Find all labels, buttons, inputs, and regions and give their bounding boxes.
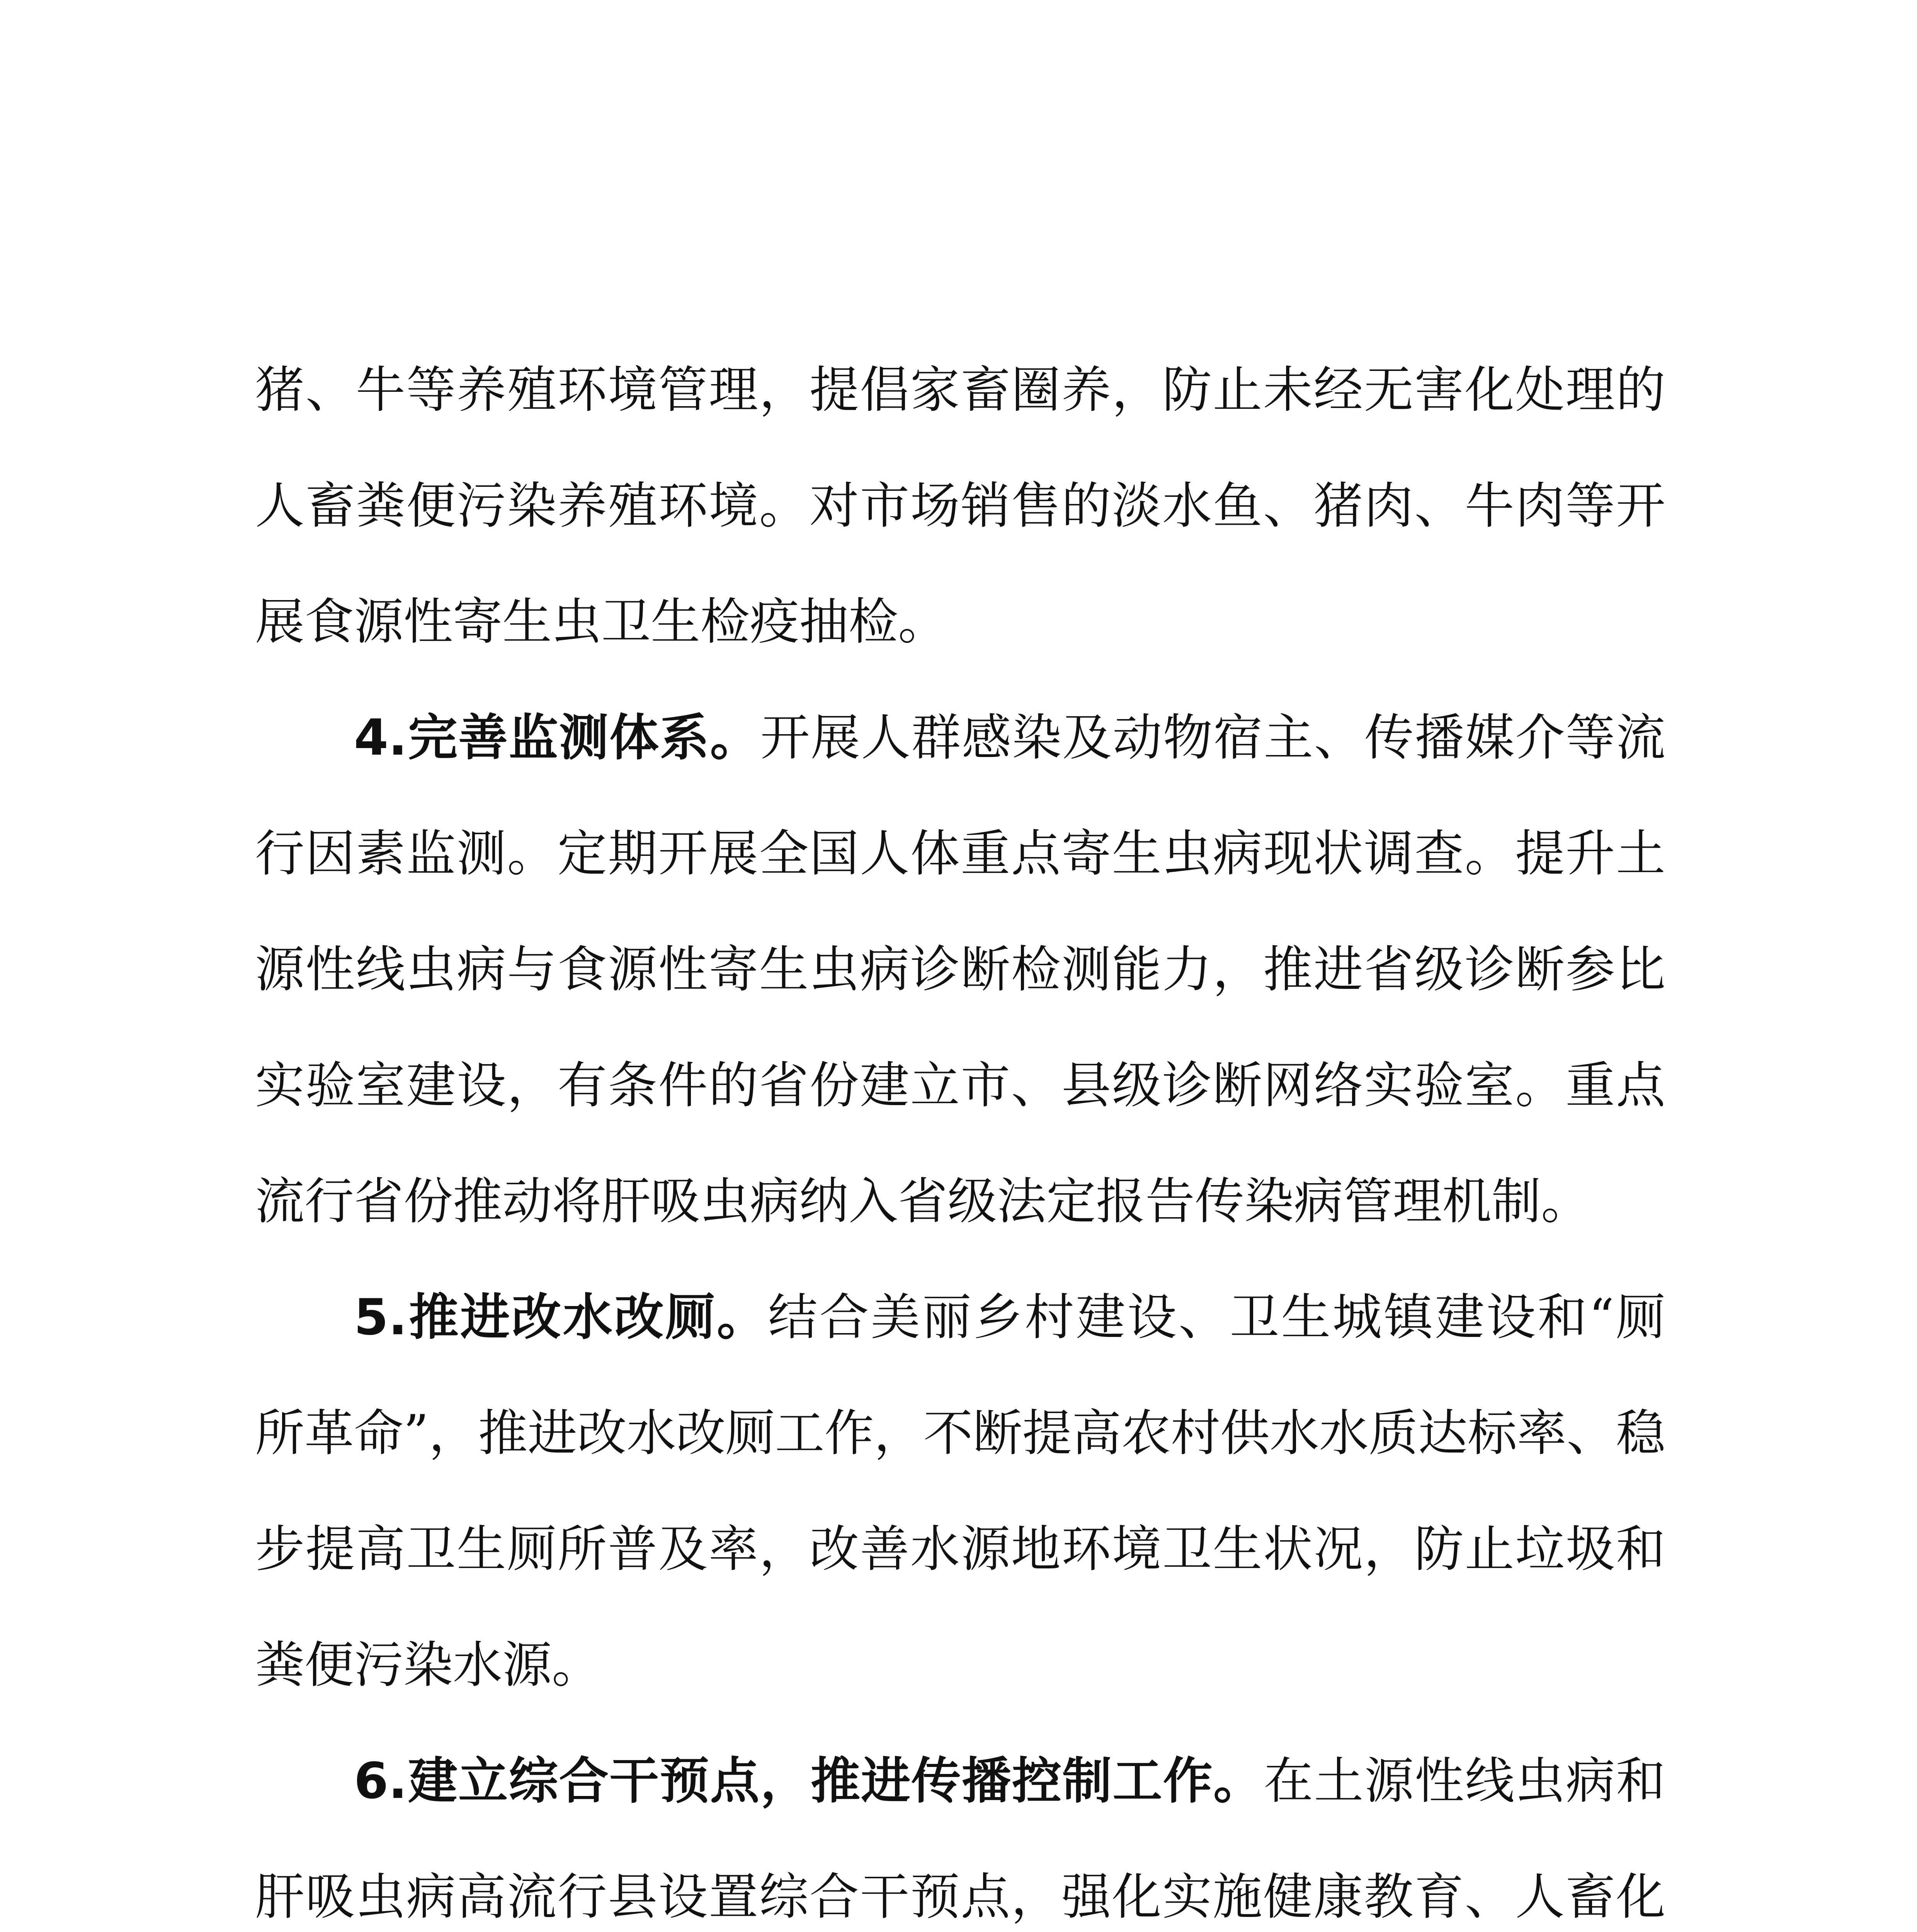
paragraph-heading: 6.建立综合干预点，推进传播控制工作。	[354, 1752, 1264, 1810]
body-text	[255, 332, 1665, 1932]
paragraph-continuation	[255, 332, 1665, 680]
paragraph-text: 开展人群感染及动物宿主、传播媒介等流行因素监测。定期开展全国人体重点寄生虫病现状调查。提升土源性线虫病与食源性寄生虫病诊断检测能力，推进省级诊断参比实验室建设，有条件的省份建立市、县级诊断网络实验室。重点流行省份推动将肝吸虫病纳入省级法定报告传染病管理机制。	[255, 709, 1665, 1230]
paragraph-monitoring-system	[255, 680, 1665, 1260]
paragraph-heading: 5.推进改水改厕。	[354, 1289, 768, 1346]
paragraph-heading: 4.完善监测体系。	[354, 709, 760, 767]
paragraph-text: 猪、牛等养殖环境管理，提倡家畜圈养，防止未经无害化处理的人畜粪便污染养殖环境。对市场销售的淡水鱼、猪肉、牛肉等开展食源性寄生虫卫生检疫抽检。	[255, 361, 1665, 651]
paragraph-text: 结合美丽乡村建设、卫生城镇建设和“厕所革命”，推进改水改厕工作，不断提高农村供水水质达标率、稳步提高卫生厕所普及率，改善水源地环境卫生状况，防止垃圾和粪便污染水源。	[255, 1289, 1665, 1694]
paragraph-intervention-points	[255, 1723, 1665, 1932]
paragraph-text: 在土源性线虫病和肝吸虫病高流行县设置综合干预点，强化实施健康教育、人畜化	[255, 1752, 1665, 1926]
paragraph-water-toilet-improvement	[255, 1260, 1665, 1723]
